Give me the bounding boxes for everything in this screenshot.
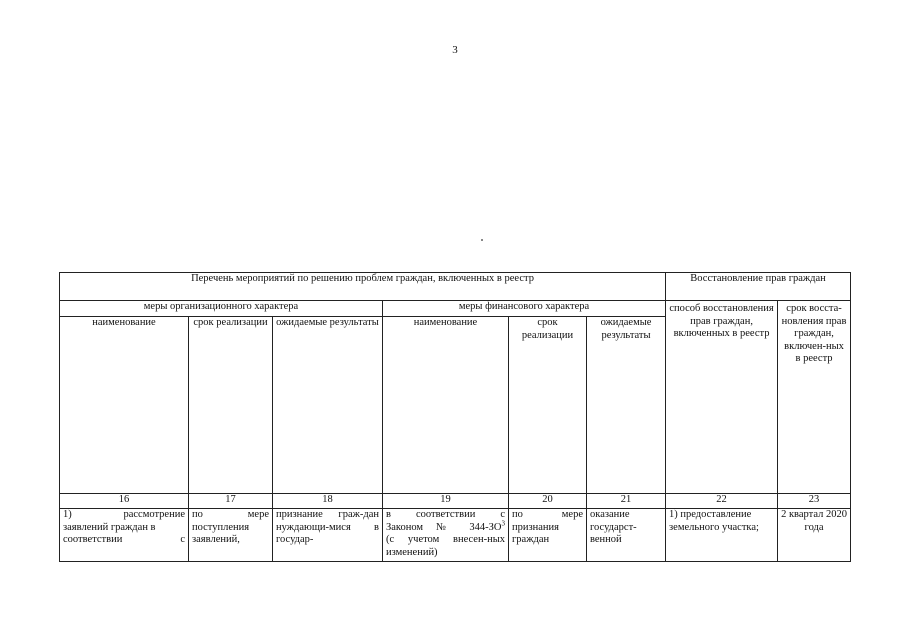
- group-financial-measures: меры финансового характера: [383, 301, 666, 317]
- cell-org-result: признание граж-дан нуждающи-мися в государ-: [273, 509, 383, 562]
- title-rights-restoration: Восстановление прав граждан: [666, 273, 851, 301]
- column-number-23: 23: [778, 494, 851, 509]
- cell-org-term-line: по мере: [192, 509, 269, 520]
- column-number-16: 16: [60, 494, 189, 509]
- cell-org-term-line: поступления заявлений,: [192, 521, 250, 545]
- cell-fin-measure-line: в соответствии с: [386, 509, 505, 520]
- cell-restoration-method: 1) предоставление земельного участка;: [666, 509, 778, 562]
- cell-fin-measure: [383, 509, 509, 562]
- group-organizational-measures: меры организационного характера: [60, 301, 383, 317]
- footnote-marker: 3: [501, 519, 505, 527]
- column-number-18: 18: [273, 494, 383, 509]
- column-number-19: 19: [383, 494, 509, 509]
- cell-fin-term-line: признания граждан: [512, 521, 559, 545]
- cell-fin-result: оказание государст-венной: [587, 509, 666, 562]
- header-org-term: срок реализации: [189, 317, 273, 494]
- cell-org-term: [189, 509, 273, 562]
- column-number-22: 22: [666, 494, 778, 509]
- header-fin-name: наименование: [383, 317, 509, 494]
- page-number: 3: [452, 44, 458, 56]
- cell-org-measure-line: заявлений граждан в: [63, 521, 156, 533]
- registry-measures-table: [59, 272, 851, 562]
- cell-org-measure-line: 1) рассмотрение: [63, 509, 185, 520]
- title-measures-list: Перечень мероприятий по решению проблем граждан, включенных в реестр: [60, 273, 666, 301]
- cell-fin-term-line: по мере: [512, 509, 583, 520]
- cell-org-measure: [60, 509, 189, 562]
- law-reference: Законом № 344-ЗО: [386, 521, 502, 533]
- scan-speck: [481, 239, 483, 241]
- cell-restoration-term: 2 квартал 2020 года: [778, 509, 851, 562]
- cell-org-measure-line: соответствии с: [63, 534, 185, 545]
- cell-fin-measure-line: [386, 519, 505, 535]
- header-fin-term: срок реализации: [509, 317, 587, 494]
- header-fin-result: ожидаемые результаты: [587, 317, 666, 494]
- cell-fin-measure-line: (с учетом внесен-ных изменений): [386, 534, 505, 558]
- column-number-21: 21: [587, 494, 666, 509]
- header-restoration-method: способ восстановления прав граждан, включенных в реестр: [666, 301, 778, 494]
- cell-fin-term: [509, 509, 587, 562]
- header-org-name: наименование: [60, 317, 189, 494]
- column-number-20: 20: [509, 494, 587, 509]
- column-number-17: 17: [189, 494, 273, 509]
- header-org-result: ожидаемые результаты: [273, 317, 383, 494]
- header-restoration-term: срок восста-новления прав граждан, включен-ных в реестр: [778, 301, 851, 494]
